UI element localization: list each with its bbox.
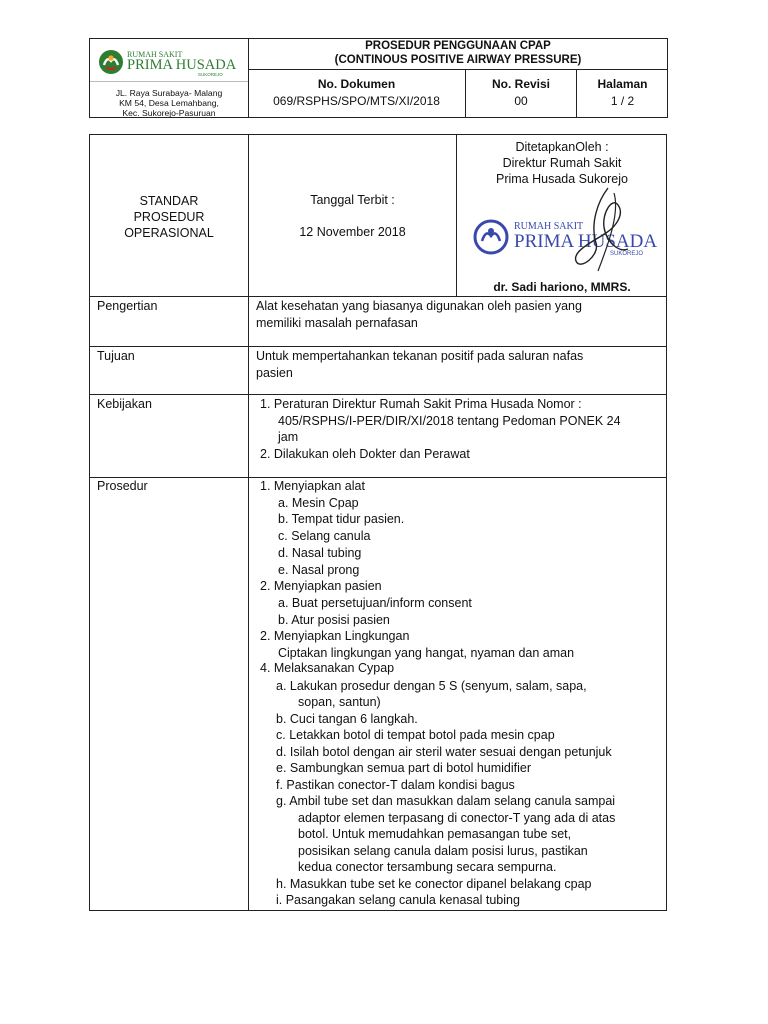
address-line: Kec. Sukorejo-Pasuruan [122, 108, 216, 118]
page-value: 1 / 2 [610, 94, 635, 108]
document-subtitle: (CONTINOUS POSITIVE AIRWAY PRESSURE) [334, 54, 582, 66]
content-line: jam [278, 430, 299, 445]
pengertian-label: Pengertian [97, 299, 158, 313]
content-line: pasien [256, 365, 293, 380]
hospital-logo-icon [98, 49, 124, 75]
kebijakan-label: Kebijakan [97, 397, 152, 411]
content-line: 1. Peraturan Direktur Rumah Sakit Prima Husada Nomor : [260, 397, 582, 411]
approval-line: Prima Husada Sukorejo [495, 172, 628, 186]
content-line: posisikan selang canula dalam posisi lurus, pastikan [298, 843, 588, 858]
content-line: a. Mesin Cpap [278, 495, 359, 510]
revision-value: 00 [514, 94, 528, 108]
table-divider [90, 477, 666, 478]
revision-label: No. Revisi [491, 77, 551, 91]
tujuan-label: Tujuan [97, 349, 135, 363]
content-line: b. Tempat tidur pasien. [278, 512, 405, 527]
content-line: Ciptakan lingkungan yang hangat, nyaman dan aman [278, 646, 575, 660]
content-line: e. Nasal prong [278, 562, 360, 577]
sop-label-line: OPERASIONAL [124, 226, 214, 240]
page-label: Halaman [597, 77, 648, 91]
table-divider [90, 296, 666, 297]
address-line: JL. Raya Surabaya- Malang [115, 88, 223, 98]
content-line: 2. Menyiapkan pasien [260, 579, 382, 594]
document-header [89, 38, 668, 118]
prosedur-label: Prosedur [97, 479, 148, 493]
sop-table [89, 134, 667, 911]
logo-name-text: PRIMA HUSADA [127, 57, 237, 73]
content-line: botol. Untuk memudahkan pemasangan tube set, [298, 827, 572, 841]
content-line: 2. Menyiapkan Lingkungan [260, 629, 410, 644]
issue-date-value: 12 November 2018 [299, 225, 406, 239]
approval-line: Direktur Rumah Sakit [502, 156, 622, 170]
content-line: a. Lakukan prosedur dengan 5 S (senyum, salam, sapa, [276, 678, 587, 693]
approval-line: DitetapkanOleh : [515, 140, 609, 154]
stamp-name-text: PRIMA HUSADA [514, 231, 658, 252]
content-line: h. Masukkan tube set ke conector dipanel belakang cpap [276, 876, 592, 891]
content-line: e. Sambungkan semua part di botol humidifier [276, 761, 532, 775]
content-line: adaptor elemen terpasang di conector-T yang ada di atas [298, 810, 616, 825]
table-divider [90, 346, 666, 347]
sop-label-line: STANDAR [139, 194, 199, 208]
content-line: b. Cuci tangan 6 langkah. [276, 711, 418, 726]
header-divider [248, 69, 667, 70]
content-line: Alat kesehatan yang biasanya digunakan oleh pasien yang [256, 299, 582, 313]
content-line: c. Letakkan botol di tempat botol pada mesin cpap [276, 728, 555, 742]
logo-top-text: RUMAH SAKIT [127, 50, 183, 59]
content-line: Untuk mempertahankan tekanan positif pada saluran nafas [256, 349, 584, 363]
content-line: memiliki masalah pernafasan [256, 315, 418, 330]
doc-number-value: 069/RSPHS/SPO/MTS/XI/2018 [273, 94, 440, 108]
content-line: b. Atur posisi pasien [278, 612, 390, 627]
stamp-top-text: RUMAH SAKIT [514, 221, 584, 232]
content-line: f. Pastikan conector-T dalam kondisi bagus [276, 777, 515, 792]
content-line: d. Isilah botol dengan air steril water sesuai dengan petunjuk [276, 744, 612, 759]
logo-sub-text: SUKOREJO [198, 72, 223, 77]
signer-name: dr. Sadi hariono, MMRS. [493, 280, 631, 294]
doc-number-label: No. Dokumen [317, 77, 396, 91]
signature-icon [568, 183, 638, 278]
address-line: KM 54, Desa Lemahbang, [119, 98, 219, 108]
content-line: 4. Melaksanakan Cypap [260, 661, 395, 676]
content-line: 1. Menyiapkan alat [260, 479, 365, 493]
stamp-sub-text: SUKOREJO [610, 251, 644, 257]
logo-divider [90, 81, 248, 82]
table-divider [90, 394, 666, 395]
document-title: PROSEDUR PENGGUNAAN CPAP [365, 40, 551, 52]
issue-date-label: Tanggal Terbit : [310, 193, 395, 207]
stamp-logo-icon [472, 219, 512, 255]
content-line: 2. Dilakukan oleh Dokter dan Perawat [260, 446, 470, 461]
table-divider [248, 135, 249, 910]
content-line: kedua conector tersambung secara sempurna. [298, 860, 557, 874]
content-line: g. Ambil tube set dan masukkan dalam selang canula sampai [276, 794, 616, 808]
content-line: sopan, santun) [298, 695, 381, 709]
content-line: c. Selang canula [278, 529, 371, 544]
content-line: 405/RSPHS/I-PER/DIR/XI/2018 tentang Pedoman PONEK 24 [278, 413, 621, 428]
content-line: i. Pasangakan selang canula kenasal tubing [276, 893, 520, 907]
content-line: a. Buat persetujuan/inform consent [278, 595, 472, 610]
content-line: d. Nasal tubing [278, 545, 362, 560]
sop-label-line: PROSEDUR [133, 210, 205, 224]
